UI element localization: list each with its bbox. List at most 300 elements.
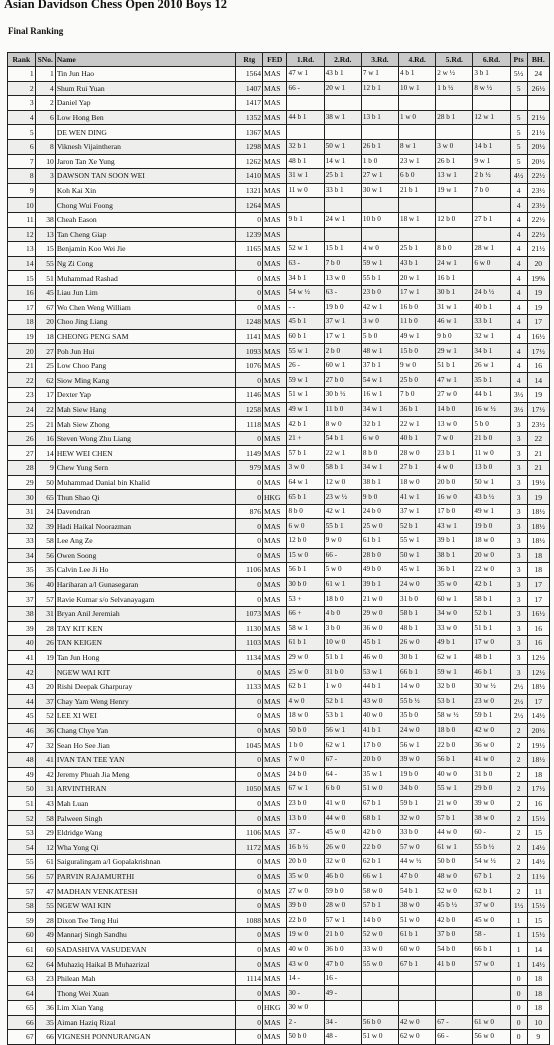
start-number-cell: 9 [35,461,55,476]
table-row [8,125,550,140]
table-row [8,183,550,198]
round-3-cell: 9 b 0 [361,490,398,505]
federation-cell: MAS [263,738,287,753]
round-2-cell [324,227,361,242]
player-name-cell: LEE XI WEI [55,709,236,724]
column-header: 4.Rd. [399,53,436,67]
round-1-cell: 60 b 1 [287,329,324,344]
rating-cell: 1050 [236,782,263,797]
federation-cell: MAS [263,723,287,738]
rank-cell: 41 [8,650,36,665]
table-row [8,1001,550,1016]
round-3-cell: 22 b 0 [361,840,398,855]
federation-cell: MAS [263,913,287,928]
start-number-cell: 52 [35,709,55,724]
round-5-cell: 18 b 0 [436,723,473,738]
round-2-cell: 11 b 0 [324,402,361,417]
start-number-cell [35,198,55,213]
rank-cell: 11 [8,212,36,227]
round-4-cell: 41 w 1 [399,490,436,505]
round-1-cell: 3 w 0 [287,461,324,476]
round-4-cell: 20 w 1 [399,271,436,286]
table-row [8,490,550,505]
round-3-cell: 56 b 0 [361,1015,398,1030]
points-cell: 0 [510,1030,527,1045]
rank-cell: 3 [8,96,36,111]
player-name-cell: Bryan Anil Jeremiah [55,606,236,621]
table-row [8,212,550,227]
buchholz-cell: 21 [527,446,549,461]
points-cell: 2 [510,723,527,738]
round-6-cell [473,227,510,242]
round-4-cell: 52 b 1 [399,519,436,534]
player-name-cell: Cheah Eason [55,212,236,227]
start-number-cell: 20 [35,315,55,330]
round-6-cell: 34 b 1 [473,344,510,359]
federation-cell: MAS [263,665,287,680]
rank-cell: 62 [8,957,36,972]
round-1-cell: 37 - [287,825,324,840]
player-name-cell: Wha Yong Qi [55,840,236,855]
buchholz-cell: 17 [527,592,549,607]
table-row [8,621,550,636]
rank-cell: 49 [8,767,36,782]
table-row [8,519,550,534]
round-1-cell: 62 b 1 [287,679,324,694]
round-4-cell: 59 b 1 [399,796,436,811]
table-header-row [8,53,550,67]
start-number-cell: 24 [35,504,55,519]
points-cell: 3 [510,519,527,534]
player-name-cell: Chong Wui Foong [55,198,236,213]
document-title: Asian Davidson Chess Open 2010 Boys 12 [4,0,227,11]
round-1-cell: 55 w 1 [287,344,324,359]
round-6-cell: 45 w 0 [473,913,510,928]
round-1-cell: 59 w 1 [287,373,324,388]
round-1-cell: 6 w 0 [287,519,324,534]
player-name-cell: TAN KEIGEN [55,636,236,651]
buchholz-cell: 18 [527,971,549,986]
player-name-cell: DE WEN DING [55,125,236,140]
round-6-cell: 31 b 0 [473,767,510,782]
points-cell: 3 [510,504,527,519]
round-5-cell: 28 b 1 [436,110,473,125]
start-number-cell: 27 [35,344,55,359]
start-number-cell: 41 [35,752,55,767]
table-row [8,344,550,359]
table-row [8,242,550,257]
rank-cell: 40 [8,636,36,651]
buchholz-cell: 11½ [527,869,549,884]
rank-cell: 19 [8,329,36,344]
player-name-cell: NGEW WAI KIN [55,898,236,913]
table-row [8,300,550,315]
round-3-cell: 24 b 0 [361,504,398,519]
round-6-cell: 2 b ½ [473,169,510,184]
round-3-cell: 34 w 1 [361,402,398,417]
round-2-cell: 10 w 0 [324,636,361,651]
buchholz-cell: 16 [527,358,549,373]
round-6-cell: 57 w 0 [473,957,510,972]
round-5-cell: 26 b 1 [436,154,473,169]
round-1-cell: 63 - [287,256,324,271]
rank-cell: 35 [8,563,36,578]
rank-cell: 30 [8,490,36,505]
rating-cell: 1073 [236,606,263,621]
player-name-cell: ARVINTHRAN [55,782,236,797]
federation-cell: MAS [263,169,287,184]
round-6-cell: 50 w 1 [473,475,510,490]
start-number-cell: 36 [35,1001,55,1016]
player-name-cell: Hariharan a/l Gunasegaran [55,577,236,592]
player-name-cell: Tan Jun Hong [55,650,236,665]
round-6-cell: 33 b 1 [473,315,510,330]
player-name-cell: Chay Yam Weng Henry [55,694,236,709]
player-name-cell: Calvin Lee Ji Ho [55,563,236,578]
rating-cell: 1106 [236,563,263,578]
round-5-cell: 16 b 1 [436,271,473,286]
federation-cell: MAS [263,884,287,899]
round-5-cell: 46 w 1 [436,315,473,330]
points-cell: 2½ [510,709,527,724]
round-4-cell: 51 w 0 [399,913,436,928]
round-4-cell: 26 w 0 [399,636,436,651]
round-6-cell: 58 - [473,928,510,943]
rank-cell: 27 [8,446,36,461]
buchholz-cell: 14½ [527,709,549,724]
start-number-cell: 29 [35,825,55,840]
player-name-cell: Sean Ho See Jian [55,738,236,753]
document-subtitle: Final Ranking [8,26,64,36]
federation-cell: MAS [263,928,287,943]
round-6-cell: 16 w ½ [473,402,510,417]
rank-cell: 38 [8,606,36,621]
points-cell: 5 [510,81,527,96]
table-row [8,971,550,986]
round-5-cell: 16 w 0 [436,490,473,505]
player-name-cell: Mah Siew Hang [55,402,236,417]
round-1-cell: 45 b 1 [287,315,324,330]
start-number-cell [35,183,55,198]
buchholz-cell: 19½ [527,738,549,753]
table-row [8,388,550,403]
round-3-cell: 52 w 0 [361,928,398,943]
round-3-cell: 28 b 0 [361,548,398,563]
table-row [8,884,550,899]
round-4-cell: 47 b 0 [399,869,436,884]
points-cell: 3 [510,548,527,563]
round-2-cell: 36 b 0 [324,942,361,957]
rating-cell: 1088 [236,913,263,928]
rating-cell: 0 [236,884,263,899]
round-4-cell: 16 b 0 [399,300,436,315]
rank-cell: 60 [8,928,36,943]
column-header: 5.Rd. [436,53,473,67]
start-number-cell: 8 [35,139,55,154]
player-name-cell: Shum Rui Yuan [55,81,236,96]
rating-cell: 1248 [236,315,263,330]
rating-cell: 0 [236,709,263,724]
rank-cell: 31 [8,504,36,519]
rating-cell: 1410 [236,169,263,184]
start-number-cell: 64 [35,957,55,972]
player-name-cell: Low Choo Pang [55,358,236,373]
points-cell: 4 [510,198,527,213]
table-row [8,139,550,154]
start-number-cell: 13 [35,227,55,242]
points-cell: 2½ [510,679,527,694]
round-5-cell: 47 w 1 [436,373,473,388]
player-name-cell: Mannarj Singh Sandhu [55,928,236,943]
rank-cell: 59 [8,913,36,928]
table-row [8,811,550,826]
federation-cell: MAS [263,110,287,125]
round-2-cell: 60 w 1 [324,358,361,373]
federation-cell: HKG [263,490,287,505]
player-name-cell: Saiguralingam a/l Gopalakrishnan [55,855,236,870]
federation-cell: MAS [263,329,287,344]
points-cell: 2 [510,796,527,811]
round-1-cell: 57 b 1 [287,446,324,461]
round-5-cell: 49 b 1 [436,636,473,651]
round-3-cell: 23 b 0 [361,285,398,300]
points-cell: 4 [510,329,527,344]
table-row [8,504,550,519]
round-5-cell: 9 b 0 [436,329,473,344]
round-1-cell: 35 w 0 [287,869,324,884]
round-6-cell: 56 w 0 [473,1030,510,1045]
federation-cell: MAS [263,621,287,636]
rank-cell: 46 [8,723,36,738]
rank-cell: 2 [8,81,36,96]
player-name-cell: Palween Singh [55,811,236,826]
table-row [8,81,550,96]
rank-cell: 55 [8,855,36,870]
round-3-cell: 7 w 1 [361,67,398,82]
table-row [8,738,550,753]
rating-cell: 0 [236,548,263,563]
round-1-cell [287,125,324,140]
table-row [8,329,550,344]
points-cell: 0 [510,986,527,1001]
round-4-cell [399,125,436,140]
start-number-cell: 1 [35,67,55,82]
round-2-cell: 41 w 0 [324,796,361,811]
rating-cell: 0 [236,942,263,957]
rank-cell: 7 [8,154,36,169]
table-row [8,417,550,432]
round-6-cell [473,125,510,140]
rating-cell: 1165 [236,242,263,257]
points-cell: 2 [510,767,527,782]
round-4-cell: 24 w 0 [399,577,436,592]
column-header: Rank [8,53,36,67]
round-2-cell: 63 - [324,285,361,300]
points-cell: 4 [510,373,527,388]
round-5-cell: 59 w 1 [436,665,473,680]
round-4-cell: 37 w 1 [399,504,436,519]
rating-cell: 1106 [236,825,263,840]
buchholz-cell: 22½ [527,169,549,184]
round-4-cell: 42 w 0 [399,1015,436,1030]
start-number-cell: 22 [35,402,55,417]
round-5-cell [436,971,473,986]
start-number-cell: 2 [35,96,55,111]
start-number-cell: 50 [35,475,55,490]
federation-cell: MAS [263,300,287,315]
rank-cell: 15 [8,271,36,286]
rank-cell: 14 [8,256,36,271]
round-5-cell: 55 w 1 [436,782,473,797]
table-row [8,913,550,928]
points-cell: 5 [510,139,527,154]
round-6-cell: 20 w 0 [473,548,510,563]
round-3-cell: 43 w 0 [361,694,398,709]
player-name-cell: Benjamin Koo Wei Jie [55,242,236,257]
points-cell: 3 [510,475,527,490]
round-2-cell [324,96,361,111]
round-2-cell: 59 b 0 [324,884,361,899]
round-3-cell: 55 w 0 [361,957,398,972]
points-cell: 0 [510,971,527,986]
round-4-cell: 8 w 1 [399,139,436,154]
round-6-cell: 21 b 0 [473,431,510,446]
table-row [8,606,550,621]
rank-cell: 50 [8,782,36,797]
points-cell: 1 [510,928,527,943]
round-1-cell: 67 w 1 [287,782,324,797]
round-3-cell: 20 b 0 [361,752,398,767]
round-4-cell: 31 b 0 [399,592,436,607]
round-6-cell [473,986,510,1001]
round-6-cell: 36 w 0 [473,738,510,753]
buchholz-cell: 19 [527,388,549,403]
federation-cell: MAS [263,636,287,651]
round-2-cell: 9 w 0 [324,534,361,549]
buchholz-cell: 19 [527,300,549,315]
round-1-cell: 44 b 1 [287,110,324,125]
column-header: FED [263,53,287,67]
start-number-cell: 42 [35,767,55,782]
start-number-cell: 67 [35,300,55,315]
round-3-cell [361,1001,398,1016]
round-1-cell: 48 b 1 [287,154,324,169]
rating-cell: 0 [236,928,263,943]
rating-cell: 0 [236,300,263,315]
buchholz-cell: 15 [527,825,549,840]
rating-cell: 0 [236,490,263,505]
round-4-cell: 61 b 1 [399,928,436,943]
buchholz-cell: 15½ [527,898,549,913]
round-1-cell: 29 w 0 [287,650,324,665]
round-4-cell: 9 w 0 [399,358,436,373]
table-row [8,957,550,972]
round-4-cell: 50 w 1 [399,548,436,563]
rank-cell: 12 [8,227,36,242]
round-2-cell: 38 w 1 [324,110,361,125]
round-5-cell [436,227,473,242]
round-1-cell: 43 w 0 [287,957,324,972]
round-3-cell: 55 b 1 [361,271,398,286]
buchholz-cell: 26½ [527,81,549,96]
points-cell: 4 [510,300,527,315]
round-4-cell: 21 b 1 [399,183,436,198]
table-row [8,709,550,724]
round-5-cell: 52 w 0 [436,884,473,899]
round-6-cell: 29 b 0 [473,782,510,797]
federation-cell: MAS [263,446,287,461]
round-2-cell: 37 w 1 [324,315,361,330]
federation-cell: MAS [263,417,287,432]
federation-cell: MAS [263,898,287,913]
round-4-cell: 55 b ½ [399,694,436,709]
buchholz-cell: 21½ [527,125,549,140]
points-cell: 4 [510,344,527,359]
player-name-cell: Muhammad Rashad [55,271,236,286]
round-2-cell: 48 - [324,1030,361,1045]
rank-cell: 21 [8,358,36,373]
federation-cell: HKG [263,1001,287,1016]
round-1-cell: 16 b ½ [287,840,324,855]
rank-cell: 39 [8,621,36,636]
round-1-cell [287,96,324,111]
round-6-cell: 41 w 0 [473,752,510,767]
round-6-cell: 9 w 1 [473,154,510,169]
rank-cell: 56 [8,869,36,884]
player-name-cell: Chew Yung Sern [55,461,236,476]
round-3-cell: 8 b 0 [361,446,398,461]
rating-cell: 0 [236,534,263,549]
start-number-cell: 38 [35,212,55,227]
rating-cell: 0 [236,285,263,300]
rank-cell: 66 [8,1015,36,1030]
federation-cell: MAS [263,344,287,359]
round-2-cell: 62 w 1 [324,738,361,753]
table-row [8,315,550,330]
round-1-cell: 50 b 0 [287,723,324,738]
round-6-cell: 61 w 0 [473,1015,510,1030]
round-2-cell: 31 b 0 [324,665,361,680]
round-1-cell: 66 - [287,81,324,96]
ranking-table [7,52,550,1045]
round-2-cell: 55 b 1 [324,519,361,534]
table-row [8,650,550,665]
start-number-cell: 36 [35,723,55,738]
rank-cell: 29 [8,475,36,490]
player-name-cell: SADASHIVA VASUDEVAN [55,942,236,957]
table-row [8,431,550,446]
buchholz-cell: 17 [527,694,549,709]
round-4-cell: 44 w ½ [399,855,436,870]
buchholz-cell: 16½ [527,606,549,621]
rating-cell: 0 [236,694,263,709]
round-6-cell [473,271,510,286]
table-row [8,767,550,782]
round-2-cell: 33 b 1 [324,183,361,198]
points-cell: 4½ [510,169,527,184]
round-5-cell: 35 w 0 [436,577,473,592]
round-2-cell: 23 w ½ [324,490,361,505]
round-2-cell: 7 b 0 [324,256,361,271]
round-4-cell: 60 w 0 [399,942,436,957]
round-5-cell: 48 w 0 [436,869,473,884]
round-2-cell [324,125,361,140]
rating-cell: 1262 [236,154,263,169]
round-1-cell: 49 w 1 [287,402,324,417]
round-2-cell: 4 b 0 [324,606,361,621]
ranking-table-body [8,67,550,1045]
round-6-cell: 19 b 0 [473,519,510,534]
